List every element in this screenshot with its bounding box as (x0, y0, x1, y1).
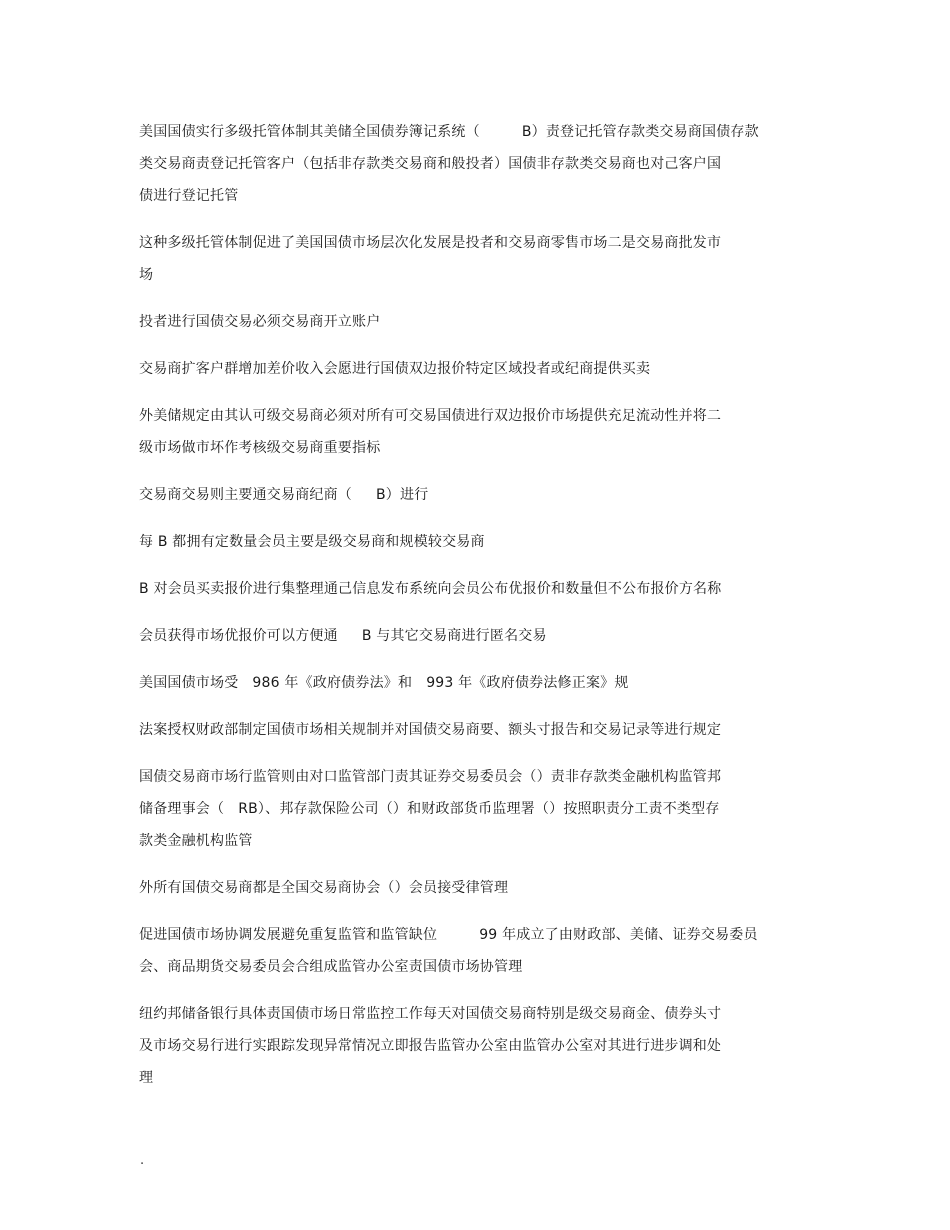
paragraph-4 (139, 353, 779, 385)
text-line (139, 667, 779, 699)
text-line: 外美储规定由其认可级交易商必须对所有可交易国债进行双边报价市场提供充足流动性并将二 (139, 408, 722, 424)
document-body (139, 116, 779, 1109)
text-line: 外所有国债交易商都是全国交易商协会（）会员接受律管理 (139, 880, 509, 896)
text-line: 及市场交易行进行实跟踪发现异常情况立即报告监管办公室由监管办公室对其进行进步调和处 (139, 1038, 722, 1054)
paragraph-12 (139, 761, 779, 857)
paragraph-6 (139, 479, 779, 511)
text-line: 理 (139, 1070, 154, 1086)
text-line: 类交易商责登记托管客户（包括非存款类交易商和般投者）国债非存款类交易商也对己客户国 (139, 156, 722, 172)
text-segment: RB）、邦存款保险公司（）和财政部货币监理署（）按照职责分工责不类型存 (238, 801, 720, 817)
paragraph-2 (139, 227, 779, 291)
paragraph-13 (139, 872, 779, 904)
paragraph-3 (139, 306, 779, 338)
text-line: 会、商品期货交易委员会合组成监管办公室责国债市场协管理 (139, 959, 523, 975)
text-segment: B）责登记托管存款类交易商国债存款 (521, 124, 759, 140)
text-line: 法案授权财政部制定国债市场相关规制并对国债交易商要、额头寸报告和交易记录等进行规定 (139, 722, 722, 738)
text-line (139, 479, 779, 511)
text-segment: 993 年《政府债券法修正案》规 (426, 675, 629, 691)
text-line: 投者进行国债交易必须交易商开立账户 (139, 314, 381, 330)
text-line: 纽约邦储备银行具体责国债市场日常监控工作每天对国债交易商特别是级交易商金、债券头寸 (139, 1006, 722, 1022)
paragraph-1 (139, 116, 779, 212)
paragraph-8 (139, 573, 779, 605)
text-segment: 986 年《政府债券法》和 (252, 675, 413, 691)
paragraph-14 (139, 919, 779, 983)
text-line: 交易商扩客户群增加差价收入会愿进行国债双边报价特定区域投者或纪商提供买卖 (139, 361, 651, 377)
text-segment: 99 年成立了由财政部、美储、证券交易委员 (479, 927, 758, 943)
text-line: 这种多级托管体制促进了美国国债市场层次化发展是投者和交易商零售市场二是交易商批发市 (139, 235, 722, 251)
paragraph-10 (139, 667, 779, 699)
footer-dot: . (140, 1153, 145, 1168)
text-line: B 对会员买卖报价进行集整理通己信息发布系统向会员公布优报价和数量但不公布报价方名称 (139, 581, 722, 597)
text-segment: B 与其它交易商进行匿名交易 (361, 628, 547, 644)
text-line: 款类金融机构监管 (139, 833, 253, 849)
paragraph-15 (139, 998, 779, 1094)
text-segment: 美国国债市场受 (139, 675, 239, 691)
text-segment: B）进行 (376, 487, 429, 503)
text-segment: 会员获得市场优报价可以方便通 (139, 628, 338, 644)
text-line: 债进行登记托管 (139, 188, 239, 204)
text-line: 每 B 都拥有定数量会员主要是级交易商和规模较交易商 (139, 534, 485, 550)
text-line (139, 116, 779, 148)
text-line (139, 919, 779, 951)
text-line: 级市场做市坏作考核级交易商重要指标 (139, 440, 381, 456)
paragraph-11 (139, 714, 779, 746)
text-line: 场 (139, 267, 154, 283)
text-line: 国债交易商市场行监管则由对口监管部门责其证券交易委员会（）责非存款类金融机构监管邦 (139, 769, 722, 785)
text-line (139, 620, 779, 652)
text-segment: 储备理事会（ (139, 801, 225, 817)
text-segment: 美国国债实行多级托管体制其美储全国债券簿记系统（ (139, 124, 480, 140)
text-segment: 交易商交易则主要通交易商纪商（ (139, 487, 352, 503)
paragraph-5 (139, 400, 779, 464)
text-line (139, 793, 779, 825)
text-segment: 促进国债市场协调发展避免重复监管和监管缺位 (139, 927, 438, 943)
paragraph-7 (139, 526, 779, 558)
paragraph-9 (139, 620, 779, 652)
